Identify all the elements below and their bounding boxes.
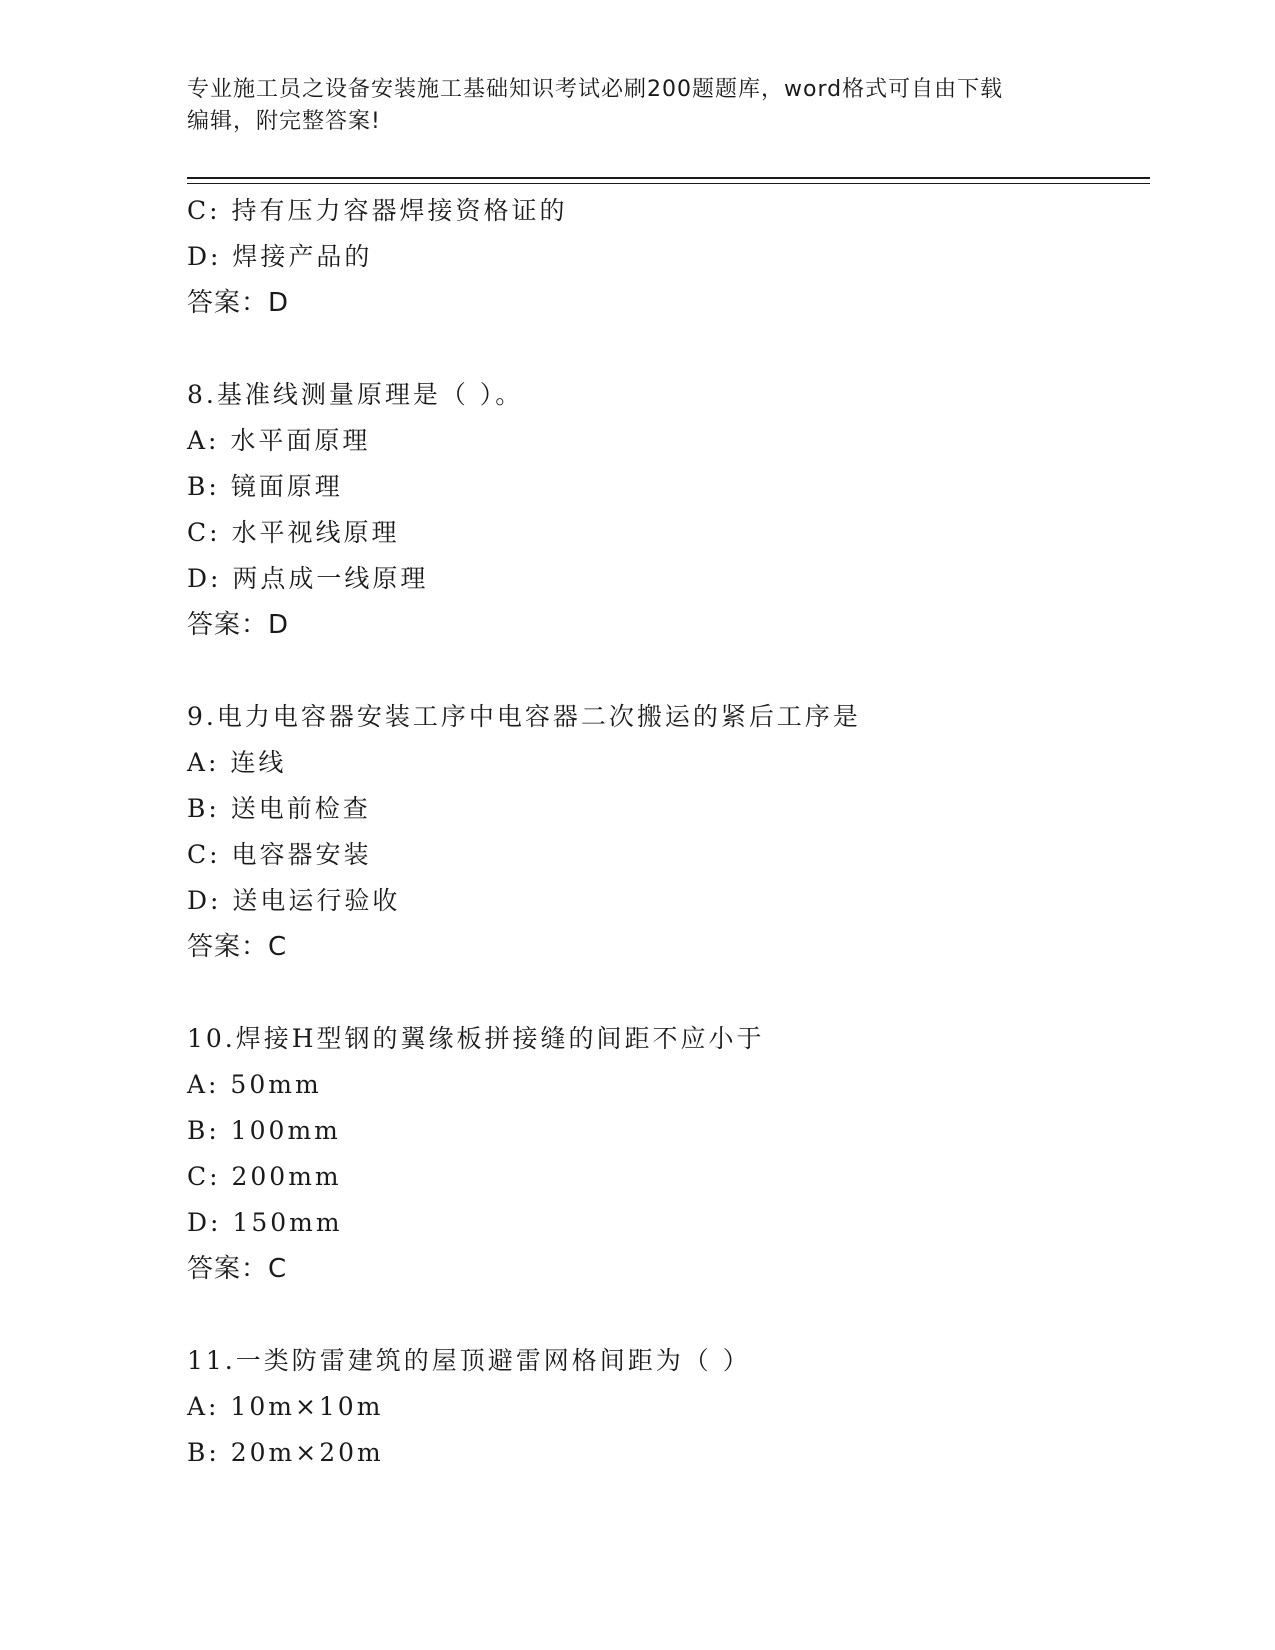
spacer xyxy=(187,648,1150,694)
question-stem: 9.电力电容器安装工序中电容器二次搬运的紧后工序是 xyxy=(187,702,861,731)
option-c: C: 电容器安装 xyxy=(187,840,372,869)
option-d: D: 两点成一线原理 xyxy=(187,564,429,593)
spacer xyxy=(187,1292,1150,1338)
option-d: D: 焊接产品的 xyxy=(187,242,373,271)
question-list xyxy=(187,188,1150,1476)
answer-line: 答案：C xyxy=(187,932,288,962)
option-a: A: 50mm xyxy=(187,1070,322,1099)
option-c: C: 水平视线原理 xyxy=(187,518,400,547)
option-c: C: 200mm xyxy=(187,1162,342,1191)
option-a: A: 连线 xyxy=(187,748,287,777)
question-9 xyxy=(187,694,1150,970)
answer-line: 答案：D xyxy=(187,610,290,640)
question-8 xyxy=(187,372,1150,648)
header-line-1: 专业施工员之设备安装施工基础知识考试必刷200题题库，word格式可自由下载 xyxy=(187,77,1004,102)
question-11 xyxy=(187,1338,1150,1476)
option-d: D: 送电运行验收 xyxy=(187,886,401,915)
document-header xyxy=(187,74,1087,138)
spacer xyxy=(187,326,1150,372)
option-c: C: 持有压力容器焊接资格证的 xyxy=(187,196,568,225)
spacer xyxy=(187,970,1150,1016)
question-10 xyxy=(187,1016,1150,1292)
header-line-2: 编辑，附完整答案! xyxy=(187,109,381,134)
answer-line: 答案：D xyxy=(187,288,290,318)
option-d: D: 150mm xyxy=(187,1208,343,1237)
question-stem: 10.焊接H型钢的翼缘板拼接缝的间距不应小于 xyxy=(187,1024,765,1053)
question-stem: 8.基准线测量原理是（ ）。 xyxy=(187,380,524,409)
header-divider-thick xyxy=(187,177,1150,179)
option-b: B: 20m×20m xyxy=(187,1438,384,1467)
option-b: B: 100mm xyxy=(187,1116,341,1145)
answer-line: 答案：C xyxy=(187,1254,288,1284)
question-stem: 11.一类防雷建筑的屋顶避雷网格间距为（ ） xyxy=(187,1346,751,1375)
option-a: A: 水平面原理 xyxy=(187,426,371,455)
question-7 xyxy=(187,188,1150,326)
header-divider-thin xyxy=(187,183,1150,184)
option-b: B: 送电前检查 xyxy=(187,794,371,823)
option-a: A: 10m×10m xyxy=(187,1392,384,1421)
option-b: B: 镜面原理 xyxy=(187,472,343,501)
